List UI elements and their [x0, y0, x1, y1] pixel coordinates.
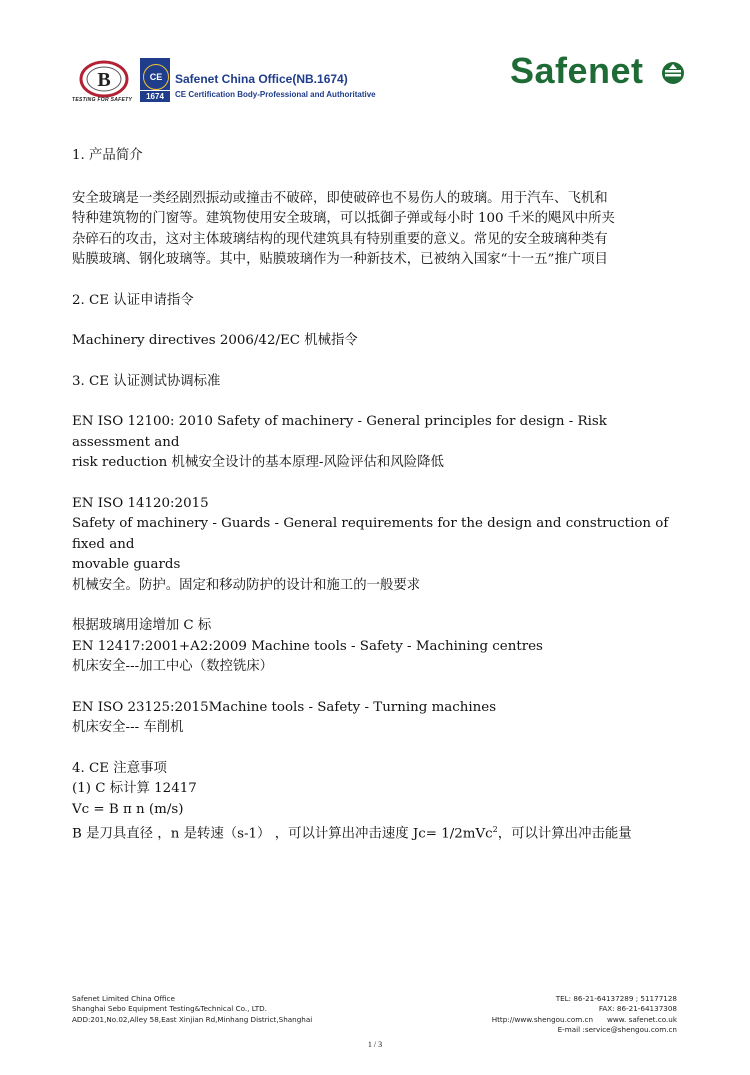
safenet-globe-icon [661, 61, 685, 85]
section-heading-notes: 4. CE 注意事项 [72, 760, 167, 776]
org-subtitle: CE Certification Body-Professional and Authoritative [175, 90, 376, 99]
document-body [72, 146, 677, 845]
org-title: Safenet China Office(NB.1674) [175, 72, 348, 86]
superscript: 2 [492, 825, 498, 834]
notes-line [72, 820, 677, 845]
standard-line: 机床安全--- 车削机 [72, 720, 184, 735]
svg-text:B: B [97, 69, 111, 91]
footer-company-full: Shanghai Sebo Equipment Testing&Technical Co., LTD. [72, 1004, 267, 1014]
footer-websites [377, 1015, 677, 1025]
footer-tel: TEL: 86-21-64137289 ; 51177128 [555, 994, 677, 1003]
b-logo-caption: TESTING FOR SAFETY [72, 97, 133, 103]
standard-line: EN ISO 14120:2015 [72, 495, 209, 511]
footer-address-block [72, 994, 372, 1025]
paragraph-line: 特种建筑物的门窗等。建筑物使用安全玻璃，可以抵御子弹或每小时 100 千米的飓风中所夹 [72, 211, 615, 226]
footer-company: Safenet Limited China Office [72, 994, 175, 1003]
notes-text: ，可以计算出冲击能量 [497, 826, 632, 842]
footer-web-link[interactable]: Http://www.shengou.com.cn [491, 1014, 594, 1024]
standard-line: risk reduction 机械安全设计的基本原理-风险评估和风险降低 [72, 455, 444, 470]
standard-line: 根据玻璃用途增加 C 标 [72, 618, 212, 633]
footer-email[interactable]: E-mail :service@shengou.com.cn [557, 1024, 677, 1034]
paragraph-line: 贴膜玻璃、钢化玻璃等。其中，贴膜玻璃作为一种新技术，已被纳入国家“十一五”推广项目 [72, 252, 608, 267]
notes-text: B 是刀具直径 ，n 是转速（s-1） ，可以计算出冲击速度 Jc= 1/2mVc [72, 826, 493, 842]
standard-line: EN 12417:2001+A2:2009 Machine tools - Safety - Machining centres [72, 638, 543, 654]
footer-contact-block [377, 994, 677, 1035]
standard-line: 机械安全。防护。固定和移动防护的设计和施工的一般要求 [72, 577, 421, 593]
paragraph-line: 杂碎石的攻击，这对主体玻璃结构的现代建筑具有特别重要的意义。常见的安全玻璃种类有 [72, 231, 608, 247]
ce-mark-logo [140, 58, 170, 102]
standard-line: movable guards [72, 557, 181, 572]
directive-text: Machinery directives 2006/42/EC 机械指令 [72, 333, 358, 348]
paragraph-line: 安全玻璃是一类经剧烈振动或撞击不破碎，即使破碎也不易伤人的玻璃。用于汽车、飞机和 [72, 190, 608, 206]
standard-line: EN ISO 23125:2015Machine tools - Safety - Turning machines [72, 699, 497, 715]
standard-line: EN ISO 12100: 2010 Safety of machinery - General principles for design - Risk assessment and [72, 414, 607, 450]
page-number: 1 / 3 [367, 1040, 383, 1049]
standard-line: Safety of machinery - Guards - General requirements for the design and construction of fixed and [72, 516, 669, 552]
nb-number: 1674 [140, 90, 170, 102]
section-heading-product-intro: 1. 产品简介 [72, 148, 143, 163]
ce-mark-text: CE [143, 64, 169, 90]
standard-line: 机床安全---加工中心（数控铣床） [72, 659, 274, 674]
safenet-brand-logo: Safenet [510, 50, 644, 91]
footer-fax: FAX: 86-21-64137308 [598, 1004, 677, 1014]
formula-line: Vc = B π n (m/s) [72, 801, 184, 817]
page-header [0, 0, 750, 120]
section-heading-directive: 2. CE 认证申请指令 [72, 292, 194, 308]
footer-address: ADD:201,No.02,Alley 58,East Xinjian Rd,Minhang District,Shanghai [72, 1014, 313, 1024]
section-heading-standards: 3. CE 认证测试协调标准 [72, 373, 221, 389]
footer-web-link[interactable]: www. safenet.co.uk [607, 1014, 677, 1024]
notes-line: (1) C 标计算 12417 [72, 781, 197, 796]
